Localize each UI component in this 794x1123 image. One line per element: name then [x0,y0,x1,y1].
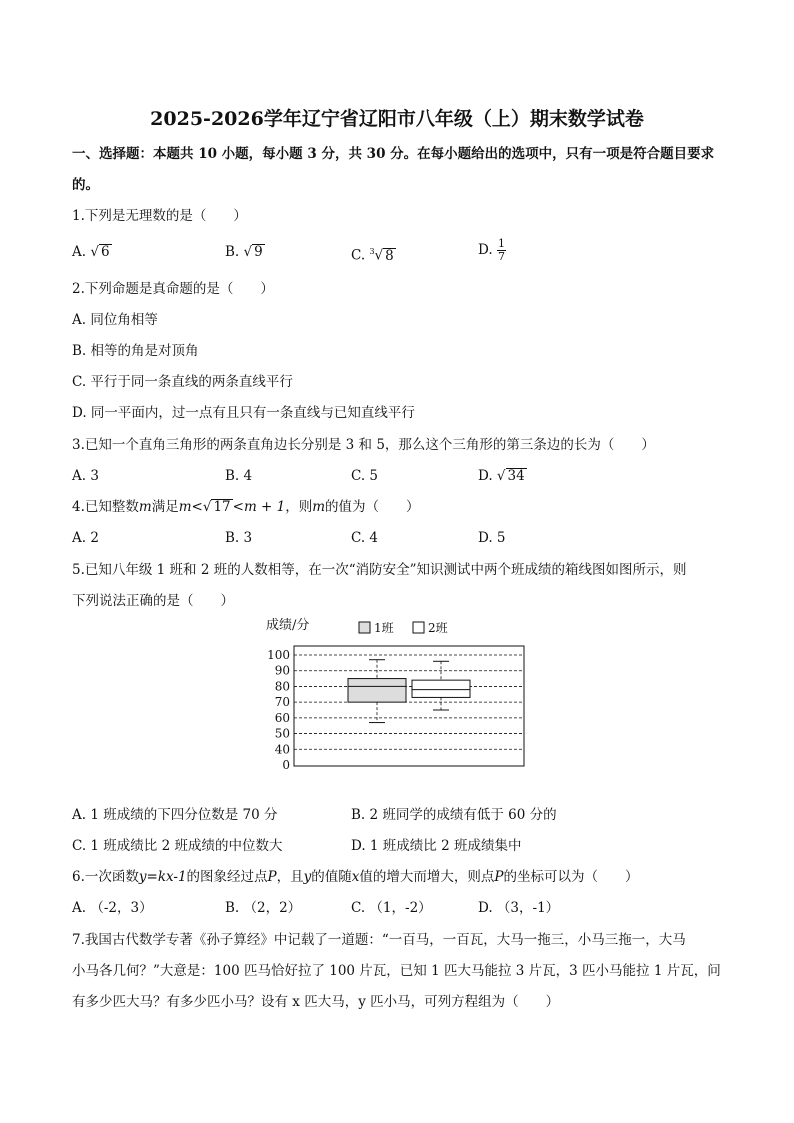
q7-stem-line2: 小马各几何？”大意是：100 匹马恰好拉了 100 片瓦，已知 1 匹大马能拉 3 片瓦，3 匹小马能拉 1 片瓦，问 [72,963,721,979]
y-tick-label-70: 70 [274,695,290,710]
q2-option-d: D. 同一平面内，过一点有且只有一条直线与已知直线平行 [72,405,415,421]
q3-option-c: C. 5 [351,468,379,484]
q5-option-a: A. 1 班成绩的下四分位数是 70 分 [72,807,278,823]
class1-box [348,679,406,703]
y-tick-label-50: 50 [274,726,290,741]
q7-stem-line3: 有多少匹大马？有多少匹小马？设有 x 匹大马，y 匹小马，可列方程组为（ ） [72,994,560,1010]
chart-y-axis-label: 成绩/分 [266,618,310,633]
y-tick-label-80: 80 [274,679,290,694]
q1-option-d: D. $\frac{1}{7}$ [478,237,505,263]
q1-c-index: 3 [369,247,375,256]
q1-b-radicand: 9 [254,244,263,260]
q6-stem: 6.一次函数y=kx-1的图象经过点P，且y的值随x值的增大而增大，则点P的坐标可以为（ ） [72,869,639,885]
boxplot-chart [262,612,532,772]
q6-option-a: A. （-2，3） [72,900,153,916]
q1-a-radicand: 6 [100,244,110,260]
q3-option-a: A. 3 [72,468,99,484]
q5-option-b: B. 2 班同学的成绩有低于 60 分的 [351,807,557,823]
q2-option-c: C. 平行于同一条直线的两条直线平行 [72,374,293,390]
y-tick-label-100: 100 [267,648,290,662]
section-heading-line2: 的。 [72,177,99,193]
section-heading-line1: 一、选择题：本题共 10 小题，每小题 3 分，共 30 分。在每小题给出的选项中，只有一项是符合题目要求 [72,146,715,162]
q4-option-a: A. 2 [72,530,99,546]
q4-option-d: D. 5 [478,530,506,546]
y-tick-label-60: 60 [274,710,290,725]
q1-c-radicand: 8 [385,247,394,264]
y-tick-label-0: 0 [282,758,290,772]
q1-stem: 1.下列是无理数的是（ ） [72,208,247,224]
q4-stem: 4.已知整数m满足m<√ 17 <m + 1，则m的值为（ ） [72,499,420,515]
legend-swatch-class1 [359,622,370,633]
q4-option-c: C. 4 [351,530,379,546]
page-title: 2025-2026学年辽宁省辽阳市八年级（上）期末数学试卷 [150,108,644,130]
plot-area-frame [294,646,524,766]
q3-option-d: D. √ 34 [478,468,525,484]
q1-option-c: C. $^3$√ 8 [351,247,394,264]
q1-option-a: A. √ 6 [72,244,110,260]
class2-box [412,680,470,697]
q6-option-b: B. （2，2） [225,900,302,916]
q5-option-c: C. 1 班成绩比 2 班成绩的中位数大 [72,838,283,854]
q3-stem: 3.已知一个直角三角形的两条直角边长分别是 3 和 5，那么这个三角形的第三条边的长为（ ） [72,437,655,453]
y-tick-label-40: 40 [274,742,290,757]
q3-d-radicand: 34 [507,468,525,484]
q1-d-fraction: $\frac{1}{7}$ [497,237,505,263]
q2-stem: 2.下列命题是真命题的是（ ） [72,281,274,297]
q5-stem-line1: 5.已知八年级 1 班和 2 班的人数相等，在一次“消防安全”知识测试中两个班成绩的箱线图如图所示，则 [72,562,687,578]
q7-stem-line1: 7.我国古代数学专著《孙子算经》中记载了一道题：“一百马，一百瓦，大马一拖三，小马三拖一，大马 [72,932,686,948]
q3-option-b: B. 4 [225,468,253,484]
q4-radicand: 17 [213,499,231,515]
legend-label-class1: 1班 [374,621,394,635]
q6-option-c: C. （1，-2） [351,900,432,916]
q5-option-d: D. 1 班成绩比 2 班成绩集中 [351,838,522,854]
q6-option-d: D. （3，-1） [478,900,560,916]
y-tick-label-90: 90 [274,663,290,678]
legend-swatch-class2 [413,622,424,633]
q4-option-b: B. 3 [225,530,253,546]
q2-option-b: B. 相等的角是对顶角 [72,343,199,359]
q1-option-b: B. √ 9 [225,244,263,260]
q2-option-a: A. 同位角相等 [72,312,158,328]
legend-label-class2: 2班 [428,621,448,635]
q5-stem-line2: 下列说法正确的是（ ） [72,593,234,609]
